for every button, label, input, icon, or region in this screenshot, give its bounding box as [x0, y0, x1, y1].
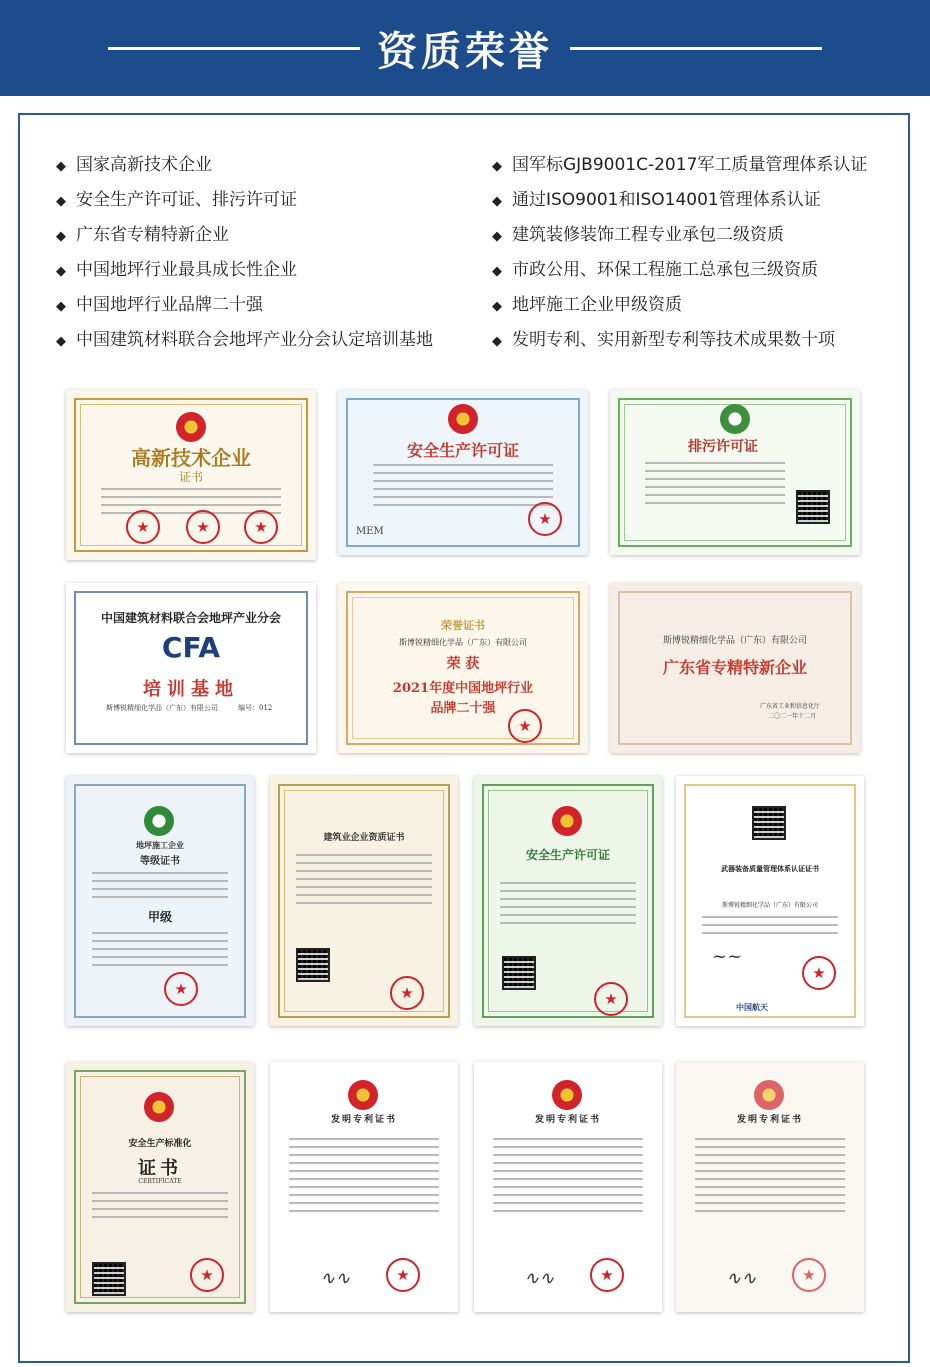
cert-company: 斯博锐精细化学品（广东）有限公司: [399, 638, 527, 647]
page-title: 资质荣誉: [377, 29, 553, 75]
honor-item: [56, 220, 433, 255]
red-seal-icon: [594, 982, 628, 1016]
cert-title: 安全生产许可证: [406, 441, 519, 460]
cert-safety-standardization: [66, 1062, 254, 1312]
cert-weapon-equipment-quality-system: [676, 776, 864, 1026]
honor-item-label: 市政公用、环保工程施工总承包三级资质: [512, 260, 818, 280]
cert-title: 发明专利证书: [534, 1115, 601, 1125]
cert-body-lines: [92, 1192, 227, 1224]
red-seal-icon: [590, 1258, 624, 1292]
cert-body-lines: [500, 882, 635, 930]
diamond-bullet-icon: ◆: [56, 194, 66, 209]
cert-title: 武器装备质量管理体系认证证书: [721, 864, 819, 873]
honor-item-label: 国军标GJB9001C-2017军工质量管理体系认证: [512, 155, 868, 175]
cert-company: 斯博锐精细化学品（广东）有限公司: [662, 636, 807, 646]
cert-safety-production-license: [338, 390, 588, 555]
cert-issuer: 广东省工业和信息化厅: [760, 703, 821, 710]
honor-item-label: 通过ISO9001和ISO14001管理体系认证: [512, 190, 821, 210]
national-emblem-icon: [552, 806, 582, 836]
diamond-bullet-icon: ◆: [492, 194, 502, 209]
cert-cfa-training-base: [66, 583, 316, 753]
diamond-bullet-icon: ◆: [56, 334, 66, 349]
signature-icon: ∿∿: [524, 1268, 555, 1289]
cert-award-line2: 品牌二十强: [430, 701, 496, 716]
diamond-bullet-icon: ◆: [492, 229, 502, 244]
cert-title: 中国建筑材料联合会地坪产业分会: [100, 611, 281, 625]
red-seal-icon: [386, 1258, 420, 1292]
qr-code-icon: [296, 948, 330, 982]
cert-title: 建筑业企业资质证书: [323, 833, 405, 843]
honor-item: [56, 150, 433, 185]
cert-grade: 甲级: [147, 910, 172, 924]
red-seal-icon: [508, 709, 542, 743]
cert-body-lines: [645, 462, 785, 510]
page-header: [0, 0, 930, 96]
honor-item: [56, 290, 433, 325]
patent-office-logo-icon: [348, 1080, 378, 1110]
diamond-bullet-icon: ◆: [56, 229, 66, 244]
cfa-logo: CFA: [161, 631, 221, 664]
cert-title: 高新技术企业: [131, 446, 251, 470]
cert-title: 发明专利证书: [330, 1115, 397, 1125]
honor-item: [492, 325, 867, 360]
patent-office-logo-icon: [552, 1080, 582, 1110]
brand-mark: 中国航天: [736, 1002, 768, 1012]
cert-floor-construction-grade: [66, 776, 254, 1026]
cert-pollution-discharge-permit: [610, 390, 860, 555]
cert-safety-production-license-2: [474, 776, 662, 1026]
red-seal-icon: [802, 956, 836, 990]
honor-item-label: 中国地坪行业品牌二十强: [76, 295, 263, 315]
cert-footer-mark: MEM: [356, 526, 384, 537]
header-right-rule: [570, 47, 822, 50]
cert-title: 安全生产标准化: [128, 1139, 192, 1149]
honor-list-right: [492, 150, 867, 360]
qr-code-icon: [502, 956, 536, 990]
honor-item: [492, 255, 867, 290]
honor-item-label: 地坪施工企业甲级资质: [512, 295, 682, 315]
cert-subtitle-en: CERTIFICATE: [138, 1178, 182, 1185]
cert-body-lines: [702, 916, 837, 940]
diamond-bullet-icon: ◆: [492, 159, 502, 174]
cert-title: 发明专利证书: [736, 1115, 803, 1125]
cert-subtitle: 证书: [138, 1158, 182, 1179]
national-emblem-icon: [448, 404, 478, 434]
diamond-bullet-icon: ◆: [56, 299, 66, 314]
cert-company: 斯博锐精细化学品（广东）有限公司: [106, 704, 218, 712]
cert-body-lines: [296, 854, 431, 910]
cert-invention-patent-2: [474, 1062, 662, 1312]
cert-title: 荣誉证书: [441, 619, 485, 632]
diamond-bullet-icon: ◆: [492, 299, 502, 314]
red-seal-icon: [390, 976, 424, 1010]
cert-subtitle: 等级证书: [140, 856, 180, 867]
cert-brand-top-20: [338, 583, 588, 753]
honor-item-label: 中国地坪行业最具成长性企业: [76, 260, 297, 280]
cert-subtitle: 培训基地: [143, 679, 239, 700]
diamond-bullet-icon: ◆: [56, 159, 66, 174]
honor-item-label: 国家高新技术企业: [76, 155, 212, 175]
honor-item-label: 发明专利、实用新型专利等技术成果数十项: [512, 330, 835, 350]
patent-office-logo-icon: [754, 1080, 784, 1110]
cert-title: 安全生产许可证: [525, 848, 610, 862]
cert-body-lines: [289, 1138, 439, 1218]
cert-body-lines: [493, 1138, 643, 1218]
red-seal-icon: [164, 972, 198, 1006]
cert-date: 二〇二一年十二月: [768, 713, 817, 720]
qr-code-icon: [796, 490, 830, 524]
flame-emblem-icon: [176, 412, 206, 442]
red-seal-icon: [186, 510, 220, 544]
signature-icon: ∿∿: [320, 1268, 351, 1289]
red-seal-icon: [190, 1258, 224, 1292]
cert-award-label: 荣 获: [446, 656, 480, 672]
signature-icon: ~~: [712, 946, 743, 967]
association-emblem-icon: [144, 806, 174, 836]
honor-list-left: [56, 150, 433, 360]
red-seal-icon: [244, 510, 278, 544]
honor-item: [56, 255, 433, 290]
honor-item: [56, 325, 433, 360]
honor-item: [492, 185, 867, 220]
cert-company: 斯博锐精细化学品（广东）有限公司: [721, 902, 818, 909]
red-seal-icon: [792, 1258, 826, 1292]
diamond-bullet-icon: ◆: [56, 264, 66, 279]
qr-code-icon: [92, 1262, 126, 1296]
diamond-bullet-icon: ◆: [492, 334, 502, 349]
cert-title: 地坪施工企业: [136, 840, 184, 850]
red-seal-icon: [126, 510, 160, 544]
cert-title: 排污许可证: [688, 439, 758, 455]
cert-body-lines: [695, 1138, 845, 1218]
honor-item: [492, 150, 867, 185]
cert-award: 2021年度中国地坪行业: [392, 681, 534, 696]
emblem-icon: [144, 1092, 174, 1122]
cert-body-lines: [92, 872, 227, 904]
cert-body-lines: [92, 932, 227, 972]
cert-guangdong-specialized-enterprise: [610, 583, 860, 753]
honor-item: [492, 290, 867, 325]
red-seal-icon: [528, 502, 562, 536]
environment-emblem-icon: [720, 404, 750, 434]
honor-item-label: 安全生产许可证、排污许可证: [76, 190, 297, 210]
signature-icon: ∿∿: [726, 1268, 757, 1289]
cert-invention-patent-1: [270, 1062, 458, 1312]
cert-high-tech-enterprise: [66, 390, 316, 560]
honor-item-label: 广东省专精特新企业: [76, 225, 229, 245]
honor-item-label: 建筑装修装饰工程专业承包二级资质: [512, 225, 784, 245]
honor-item: [492, 220, 867, 255]
honor-item-label: 中国建筑材料联合会地坪产业分会认定培训基地: [76, 330, 433, 350]
cert-invention-patent-3: [676, 1062, 864, 1312]
seal-logo-icon: [752, 806, 786, 840]
cert-body-lines: [373, 464, 553, 512]
cert-construction-enterprise-qualification: [270, 776, 458, 1026]
diamond-bullet-icon: ◆: [492, 264, 502, 279]
cert-title: 广东省专精特新企业: [662, 658, 807, 677]
cert-subtitle: 证书: [178, 470, 203, 484]
cert-number: 编号：012: [238, 704, 273, 712]
honor-item: [56, 185, 433, 220]
